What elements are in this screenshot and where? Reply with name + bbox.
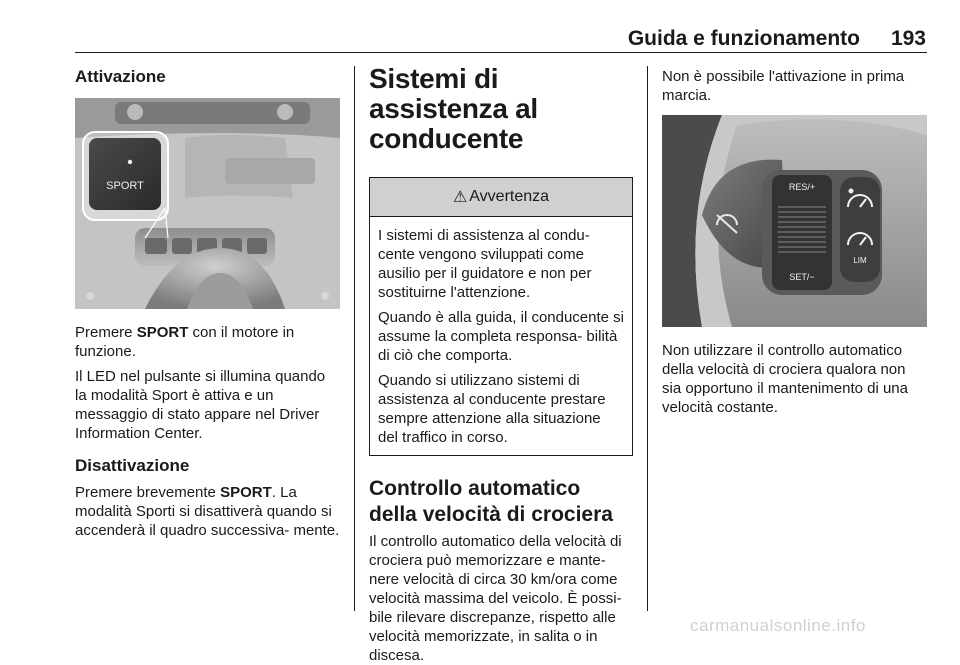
running-header-title: Guida e funzionamento bbox=[627, 27, 860, 50]
warning-heading: Avvertenza bbox=[469, 188, 550, 205]
page-number: 193 bbox=[890, 27, 926, 50]
warning-header bbox=[370, 178, 632, 217]
paragraph-deactivation: Premere brevemente SPORT. La modalità Sporti si disattiverà quando si accenderà il quadro successiva- mente. bbox=[75, 484, 340, 539]
section-title-cruise-control: Controllo automatico della velocità di crociera bbox=[369, 477, 613, 526]
cruise-control-buttons-figure bbox=[662, 115, 927, 327]
warning-paragraph-1: I sistemi di assistenza al condu- cente vengono sviluppati come ausilio per il guidatore e non per sostituirne l'attenzione. bbox=[378, 227, 592, 301]
res-plus-label: RES/+ bbox=[788, 182, 816, 192]
header-rule bbox=[75, 52, 927, 53]
set-minus-label: SET/− bbox=[789, 272, 815, 282]
sport-console-illustration bbox=[75, 98, 340, 309]
paragraph-led: Il LED nel pulsante si illumina quando la modalità Sport è attiva e un messaggio di stato appare nel Driver Information Center. bbox=[75, 368, 326, 442]
column-3 bbox=[662, 64, 927, 417]
warning-triangle-icon: ⚠ bbox=[452, 189, 468, 206]
watermark: carmanualsonline.info bbox=[690, 616, 866, 635]
warning-paragraph-2: Quando è alla guida, il conducente si assume la completa responsa- bilità di ciò che comporta. bbox=[378, 309, 625, 364]
heading-activation: Attivazione bbox=[75, 67, 166, 86]
lim-label: LIM bbox=[853, 256, 867, 265]
sport-button-figure bbox=[75, 98, 340, 309]
sport-button-label: SPORT bbox=[106, 180, 144, 192]
paragraph-first-gear: Non è possibile l'attivazione in prima marcia. bbox=[662, 68, 905, 104]
section-title-driver-assistance: Sistemi di assistenza al conducente bbox=[369, 63, 538, 154]
paragraph-press-sport: Premere SPORT con il motore in funzione. bbox=[75, 324, 295, 360]
warning-paragraph-3: Quando si utilizzano sistemi di assistenza al conducente prestare sempre attenzione alla situazione del traffico in corso. bbox=[378, 372, 606, 446]
heading-deactivation: Disattivazione bbox=[75, 456, 190, 475]
paragraph-not-use: Non utilizzare il controllo automatico della velocità di crociera qualora non sia opportuno il mantenimento di una velocità costante. bbox=[662, 342, 908, 416]
column-divider-1 bbox=[354, 66, 355, 611]
warning-body bbox=[370, 217, 632, 455]
steering-wheel-controls-illustration bbox=[662, 115, 927, 327]
paragraph-cruise-control: Il controllo automatico della velocità di crociera può memorizzare e mante- nere velocità di circa 30 km/ora come velocità massima del veicolo. È possi- bile rilevare discrepanze, rispetto alle velocità memorizzate, in salita o in discesa. bbox=[369, 533, 622, 664]
warning-box bbox=[369, 177, 633, 456]
column-1 bbox=[75, 64, 340, 540]
column-2 bbox=[369, 64, 633, 665]
column-divider-2 bbox=[647, 66, 648, 611]
